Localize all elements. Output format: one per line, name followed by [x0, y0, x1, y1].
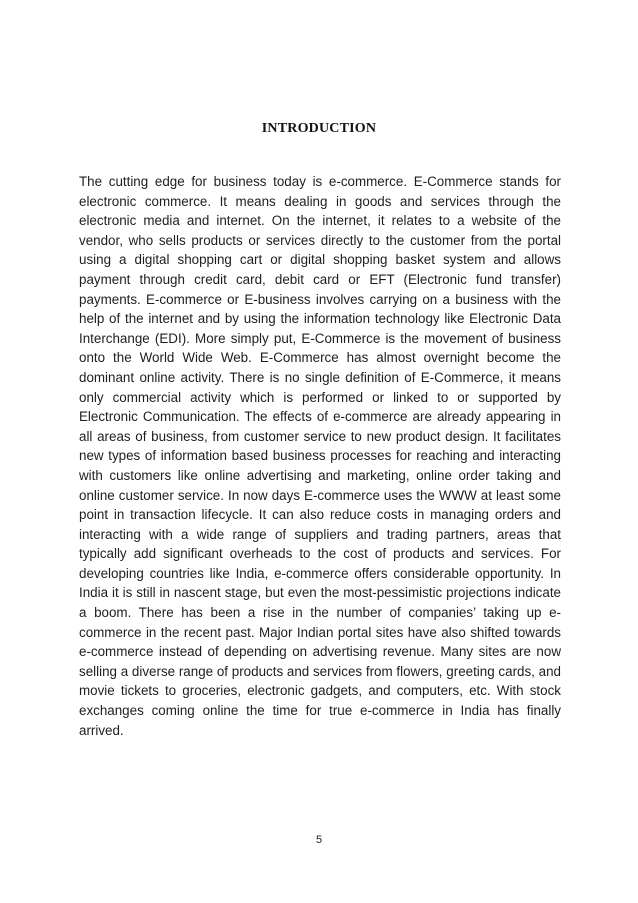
page-number: 5: [315, 834, 323, 846]
body-paragraph: The cutting edge for business today is e-commerce. E-Commerce stands for electronic commerce. It means dealing in goods and services through the electronic media and internet. On the internet, it relates to a website of the vendor, who sells products or services directly to the customer from the portal using a digital shopping cart or digital shopping basket system and allows payment through credit card, debit card or EFT (Electronic fund transfer) payments. E-commerce or E-business involves carrying on a business with the help of the internet and by using the information technology like Electronic Data Interchange (EDI). More simply put, E-Commerce is the movement of business onto the World Wide Web. E-Commerce has almost overnight become the dominant online activity. There is no single definition of E-Commerce, it means only commercial activity which is performed or linked to or supported by Electronic Communication. The effects of e-commerce are already appearing in all areas of business, from customer service to new product design. It facilitates new types of information based business processes for reaching and interacting with customers like online advertising and marketing, online order taking and online customer service. In now days E-commerce uses the WWW at least some point in transaction lifecycle. It can also reduce costs in managing orders and interacting with a wide range of suppliers and trading partners, areas that typically add significant overheads to the cost of products and services. For developing countries like India, e-commerce offers considerable opportunity. In India it is still in nascent stage, but even the most-pessimistic projections indicate a boom. There has been a rise in the number of companies’ taking up e-commerce in the recent past. Major Indian portal sites have also shifted towards e-commerce instead of depending on advertising revenue. Many sites are now selling a diverse range of products and services from flowers, greeting cards, and movie tickets to groceries, electronic gadgets, and computers, etc. With stock exchanges coming online the time for true e-commerce in India has finally arrived.: [79, 174, 561, 738]
section-heading: INTRODUCTION: [261, 121, 377, 136]
